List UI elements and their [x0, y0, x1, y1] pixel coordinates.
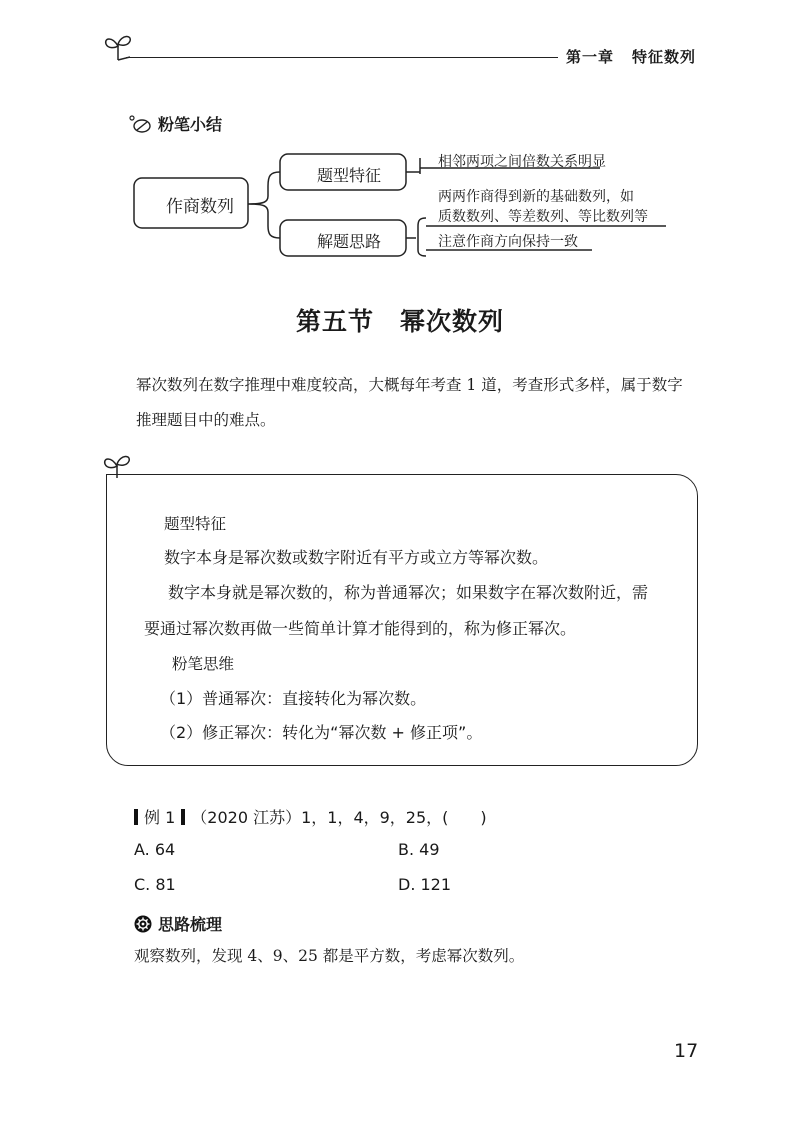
example-label: 例 1 [144, 808, 176, 827]
option-c[interactable]: C. 81 [134, 875, 176, 894]
mindmap-branch1-connector [406, 158, 420, 174]
summary-heading [128, 112, 222, 135]
mindmap-branch1-note: 相邻两项之间倍数关系明显 [438, 154, 606, 170]
chalk-icon [128, 114, 152, 134]
example-bar-right [181, 809, 185, 825]
example-question-text: （2020 江苏）1，1，4，9，25，( ) [191, 808, 487, 827]
example-bar-left [134, 809, 138, 825]
mindmap-root-label: 作商数列 [166, 197, 234, 217]
intro-paragraph [136, 368, 706, 438]
mindmap-branch2-note-line1: 两两作商得到新的基础数列，如 [438, 189, 634, 205]
thinking-heading [134, 912, 222, 935]
notebox-item2: （2）修正幂次：转化为“幂次数 + 修正项”。 [160, 723, 483, 742]
example-question [134, 805, 487, 828]
thinking-heading-text: 思路梳理 [158, 915, 223, 934]
notebox-line3: 要通过幂次数再做一些简单计算才能得到的，称为修正幂次。 [144, 619, 577, 638]
option-d[interactable]: D. 121 [398, 875, 452, 894]
section-name: 幂次数列 [400, 307, 505, 336]
notebox-heading-thinking: 粉笔思维 [172, 655, 235, 673]
mindmap-branch2-label: 解题思路 [317, 232, 382, 251]
intro-line1: 幂次数列在数字推理中难度较高，大概每年考查 1 道，考查形式多样，属于数字 [136, 376, 683, 394]
option-a[interactable]: A. 64 [134, 840, 176, 859]
gear-icon [134, 915, 152, 933]
notebox-heading-features: 题型特征 [164, 515, 227, 533]
thinking-text: 观察数列，发现 4、9、25 都是平方数，考虑幂次数列。 [134, 947, 525, 965]
chapter-title: 特征数列 [632, 48, 697, 66]
page-number: 17 [674, 1040, 699, 1062]
option-b[interactable]: B. 49 [398, 840, 440, 859]
summary-heading-text: 粉笔小结 [158, 115, 223, 134]
chapter-number: 第一章 [566, 48, 615, 66]
notebox-line1: 数字本身是幂次数或数字附近有平方或立方等幂次数。 [164, 548, 549, 567]
mindmap-branch2-note-line2: 质数数列、等差数列、等比数列等 [438, 209, 648, 225]
section-title [0, 302, 800, 338]
header-rule [126, 57, 558, 58]
notebox-item1: （1）普通幂次：直接转化为幂次数。 [160, 689, 427, 708]
mindmap-brace [248, 172, 280, 238]
intro-line2: 推理题目中的难点。 [136, 411, 276, 429]
mindmap-branch2-note-line3: 注意作商方向保持一致 [438, 234, 578, 250]
chapter-header [566, 46, 696, 67]
mindmap-branch1-label: 题型特征 [317, 166, 382, 185]
mindmap-branch2-brace [406, 218, 426, 256]
notebox-line2: 数字本身就是幂次数的，称为普通幂次；如果数字在幂次数附近，需 [168, 583, 649, 602]
section-number: 第五节 [295, 307, 374, 336]
